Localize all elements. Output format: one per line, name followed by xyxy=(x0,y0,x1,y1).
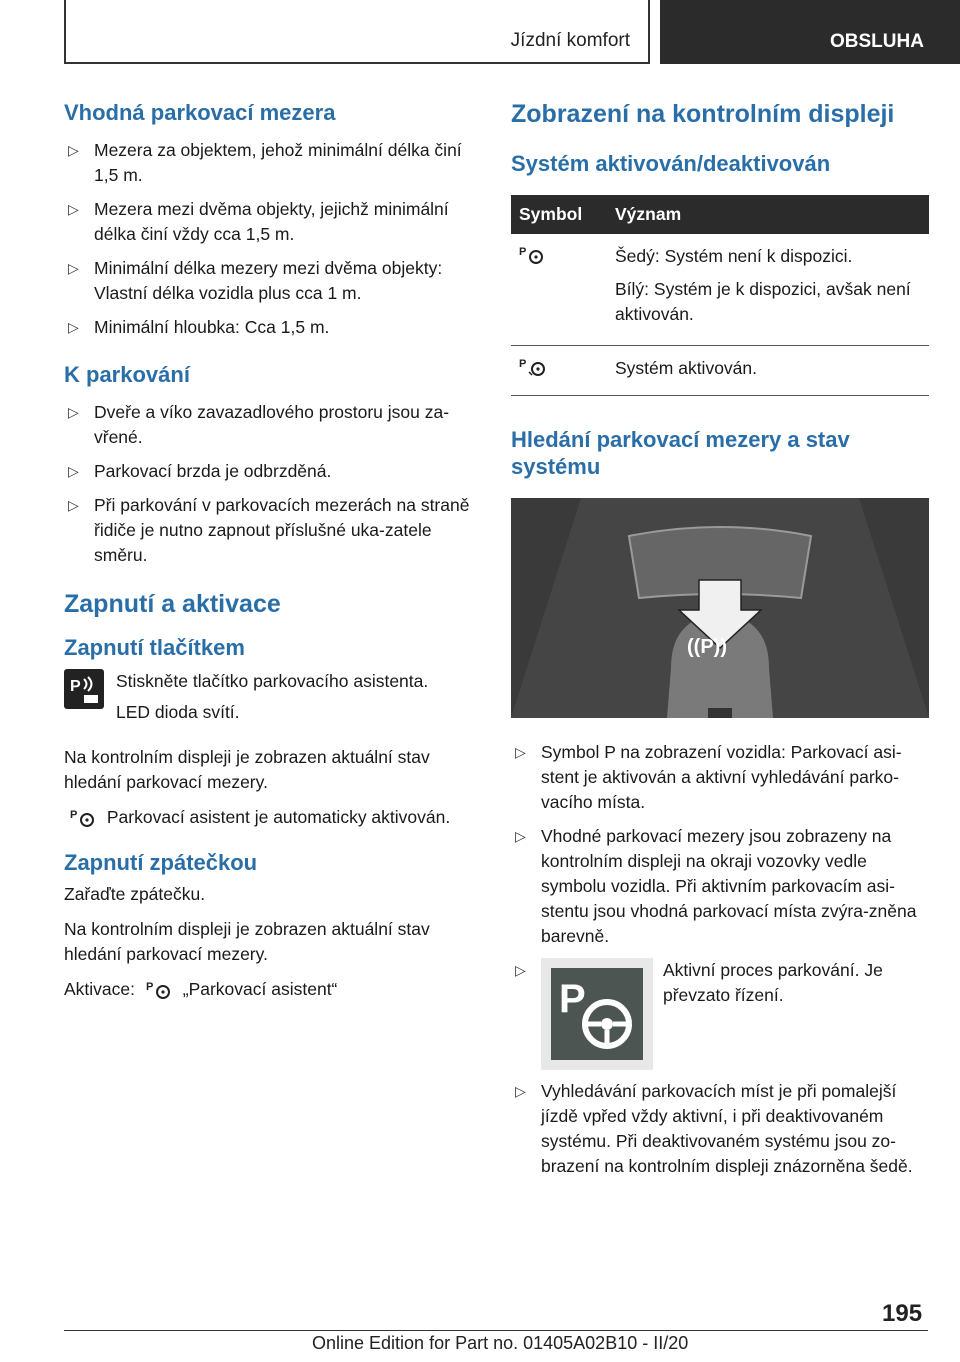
parking-display-image xyxy=(511,498,929,718)
heading-hledani: Hledání parkovací mezery a stav systému xyxy=(511,427,850,479)
bullet-icon: ▷ xyxy=(515,962,526,978)
table-header-symbol: Symbol xyxy=(511,195,607,234)
list-item: ▷ Dveře a víko zavazadlového prostoru jsou za-vřené. xyxy=(68,402,450,447)
list-item: ▷ Vhodné parkovací mezery jsou zobrazeny na kontrolním displeji na okraji vozovky vedle symbolu vozidla. Při aktivním parkovacím asi-stentu jsou vhodná parkovací místa zvýra-zněna barevně. xyxy=(515,826,917,946)
zaradte-text: Zařaďte zpátečku. xyxy=(64,884,206,904)
edition-text: Online Edition for Part no. 01405A02B10 - II/20 xyxy=(312,1333,689,1353)
list-item: ▷ P Aktivní proces parkování. Je převzato řízení. xyxy=(511,958,929,1070)
heading-vhodna: Vhodná parkovací mezera xyxy=(64,100,336,125)
display-status-text: Na kontrolním displeji je zobrazen aktuální stav hledání parkovací mezery. xyxy=(64,747,430,792)
svg-text:P: P xyxy=(70,678,81,695)
bullet-icon: ▷ xyxy=(68,463,79,479)
park-assist-symbol-icon xyxy=(70,807,96,829)
svg-text:P: P xyxy=(559,977,586,1021)
auto-activated-row: P Parkovací asistent je automaticky aktivován. xyxy=(64,805,476,830)
park-assist-active-icon xyxy=(519,356,549,378)
page-number: 195 xyxy=(882,1300,923,1327)
table-header-meaning: Význam xyxy=(607,195,929,234)
bullet-icon: ▷ xyxy=(68,319,79,335)
heading-zpateckou: Zapnutí zpátečkou xyxy=(64,850,258,875)
bullet-icon: ▷ xyxy=(515,744,526,760)
button-instruction: Stiskněte tlačítko parkovacího asistenta. xyxy=(116,671,429,691)
heading-tlacitkem: Zapnutí tlačítkem xyxy=(64,635,245,660)
list-item: ▷ Minimální délka mezery mezi dvěma objekty: Vlastní délka vozidla plus cca 1 m. xyxy=(68,258,443,303)
bullet-icon: ▷ xyxy=(515,828,526,844)
table-row: P Systém aktivován. xyxy=(511,346,929,396)
heading-system: Systém aktivován/deaktivován xyxy=(511,151,831,176)
list-item: ▷ Parkovací brzda je odbrzděná. xyxy=(64,459,476,484)
park-button-row xyxy=(64,669,476,735)
svg-text:P: P xyxy=(519,358,527,370)
list-item: ▷ Vyhledávání parkovacích míst je při pomalejší jízdě vpřed vždy aktivní, i při deaktivovaném systému. Při deaktivovaném systému jsou zo-brazení na kontrolním displeji znázorněna šedě. xyxy=(515,1081,913,1176)
heading-parkovani: K parkování xyxy=(64,362,190,387)
footer-divider xyxy=(64,1330,928,1331)
list-item: ▷ Mezera za objektem, jehož minimální délka činí 1,5 m. xyxy=(68,140,462,185)
list-vhodna xyxy=(64,138,476,340)
list-hledani xyxy=(511,740,929,1179)
bullet-icon: ▷ xyxy=(68,260,79,276)
table-row: P Šedý: Systém není k dispozici. Bílý: Systém je k dispozici, avšak není aktivován. xyxy=(511,234,929,346)
symbol-table xyxy=(511,195,929,396)
header-chapter-tab: OBSLUHA xyxy=(660,0,960,64)
park-assist-button-icon xyxy=(64,669,104,709)
svg-text:P: P xyxy=(519,246,527,258)
park-assist-grey-icon xyxy=(519,244,545,266)
header-section-box xyxy=(64,0,650,64)
steering-park-icon xyxy=(541,958,653,1070)
list-item: ▷ Minimální hloubka: Cca 1,5 m. xyxy=(64,315,476,340)
park-assist-symbol-icon xyxy=(146,979,172,1001)
heading-zapnuti: Zapnutí a aktivace xyxy=(64,590,281,618)
left-column xyxy=(64,100,476,1012)
bullet-icon: ▷ xyxy=(68,497,79,513)
svg-text:P: P xyxy=(70,809,78,822)
bullet-icon: ▷ xyxy=(68,142,79,158)
heading-display: Zobrazení na kontrolním displeji xyxy=(511,100,895,128)
list-parkovani xyxy=(64,400,476,568)
header-section-title: Jízdní komfort xyxy=(510,30,630,51)
svg-text:P: P xyxy=(145,981,154,994)
display-status-text-2: Na kontrolním displeji je zobrazen aktuální stav hledání parkovací mezery. xyxy=(64,919,430,964)
led-text: LED dioda svítí. xyxy=(116,702,240,722)
bullet-icon: ▷ xyxy=(515,1083,526,1099)
bullet-icon: ▷ xyxy=(68,201,79,217)
list-item: ▷ Symbol P na zobrazení vozidla: Parkovací asi-stent je aktivován a aktivní vyhledávání parko-vacího místa. xyxy=(515,742,902,812)
list-item: ▷ Při parkování v parkovacích mezerách na straně řidiče je nutno zapnout příslušné uka-zatele směru. xyxy=(68,495,470,565)
list-item: ▷ Mezera mezi dvěma objekty, jejichž minimální délka činí vždy cca 1,5 m. xyxy=(68,199,449,244)
bullet-icon: ▷ xyxy=(68,404,79,420)
parking-display-label: ((P)) xyxy=(687,636,727,658)
aktivace-row: Aktivace: P „Parkovací asistent“ xyxy=(64,977,476,1002)
right-column xyxy=(511,100,929,1201)
